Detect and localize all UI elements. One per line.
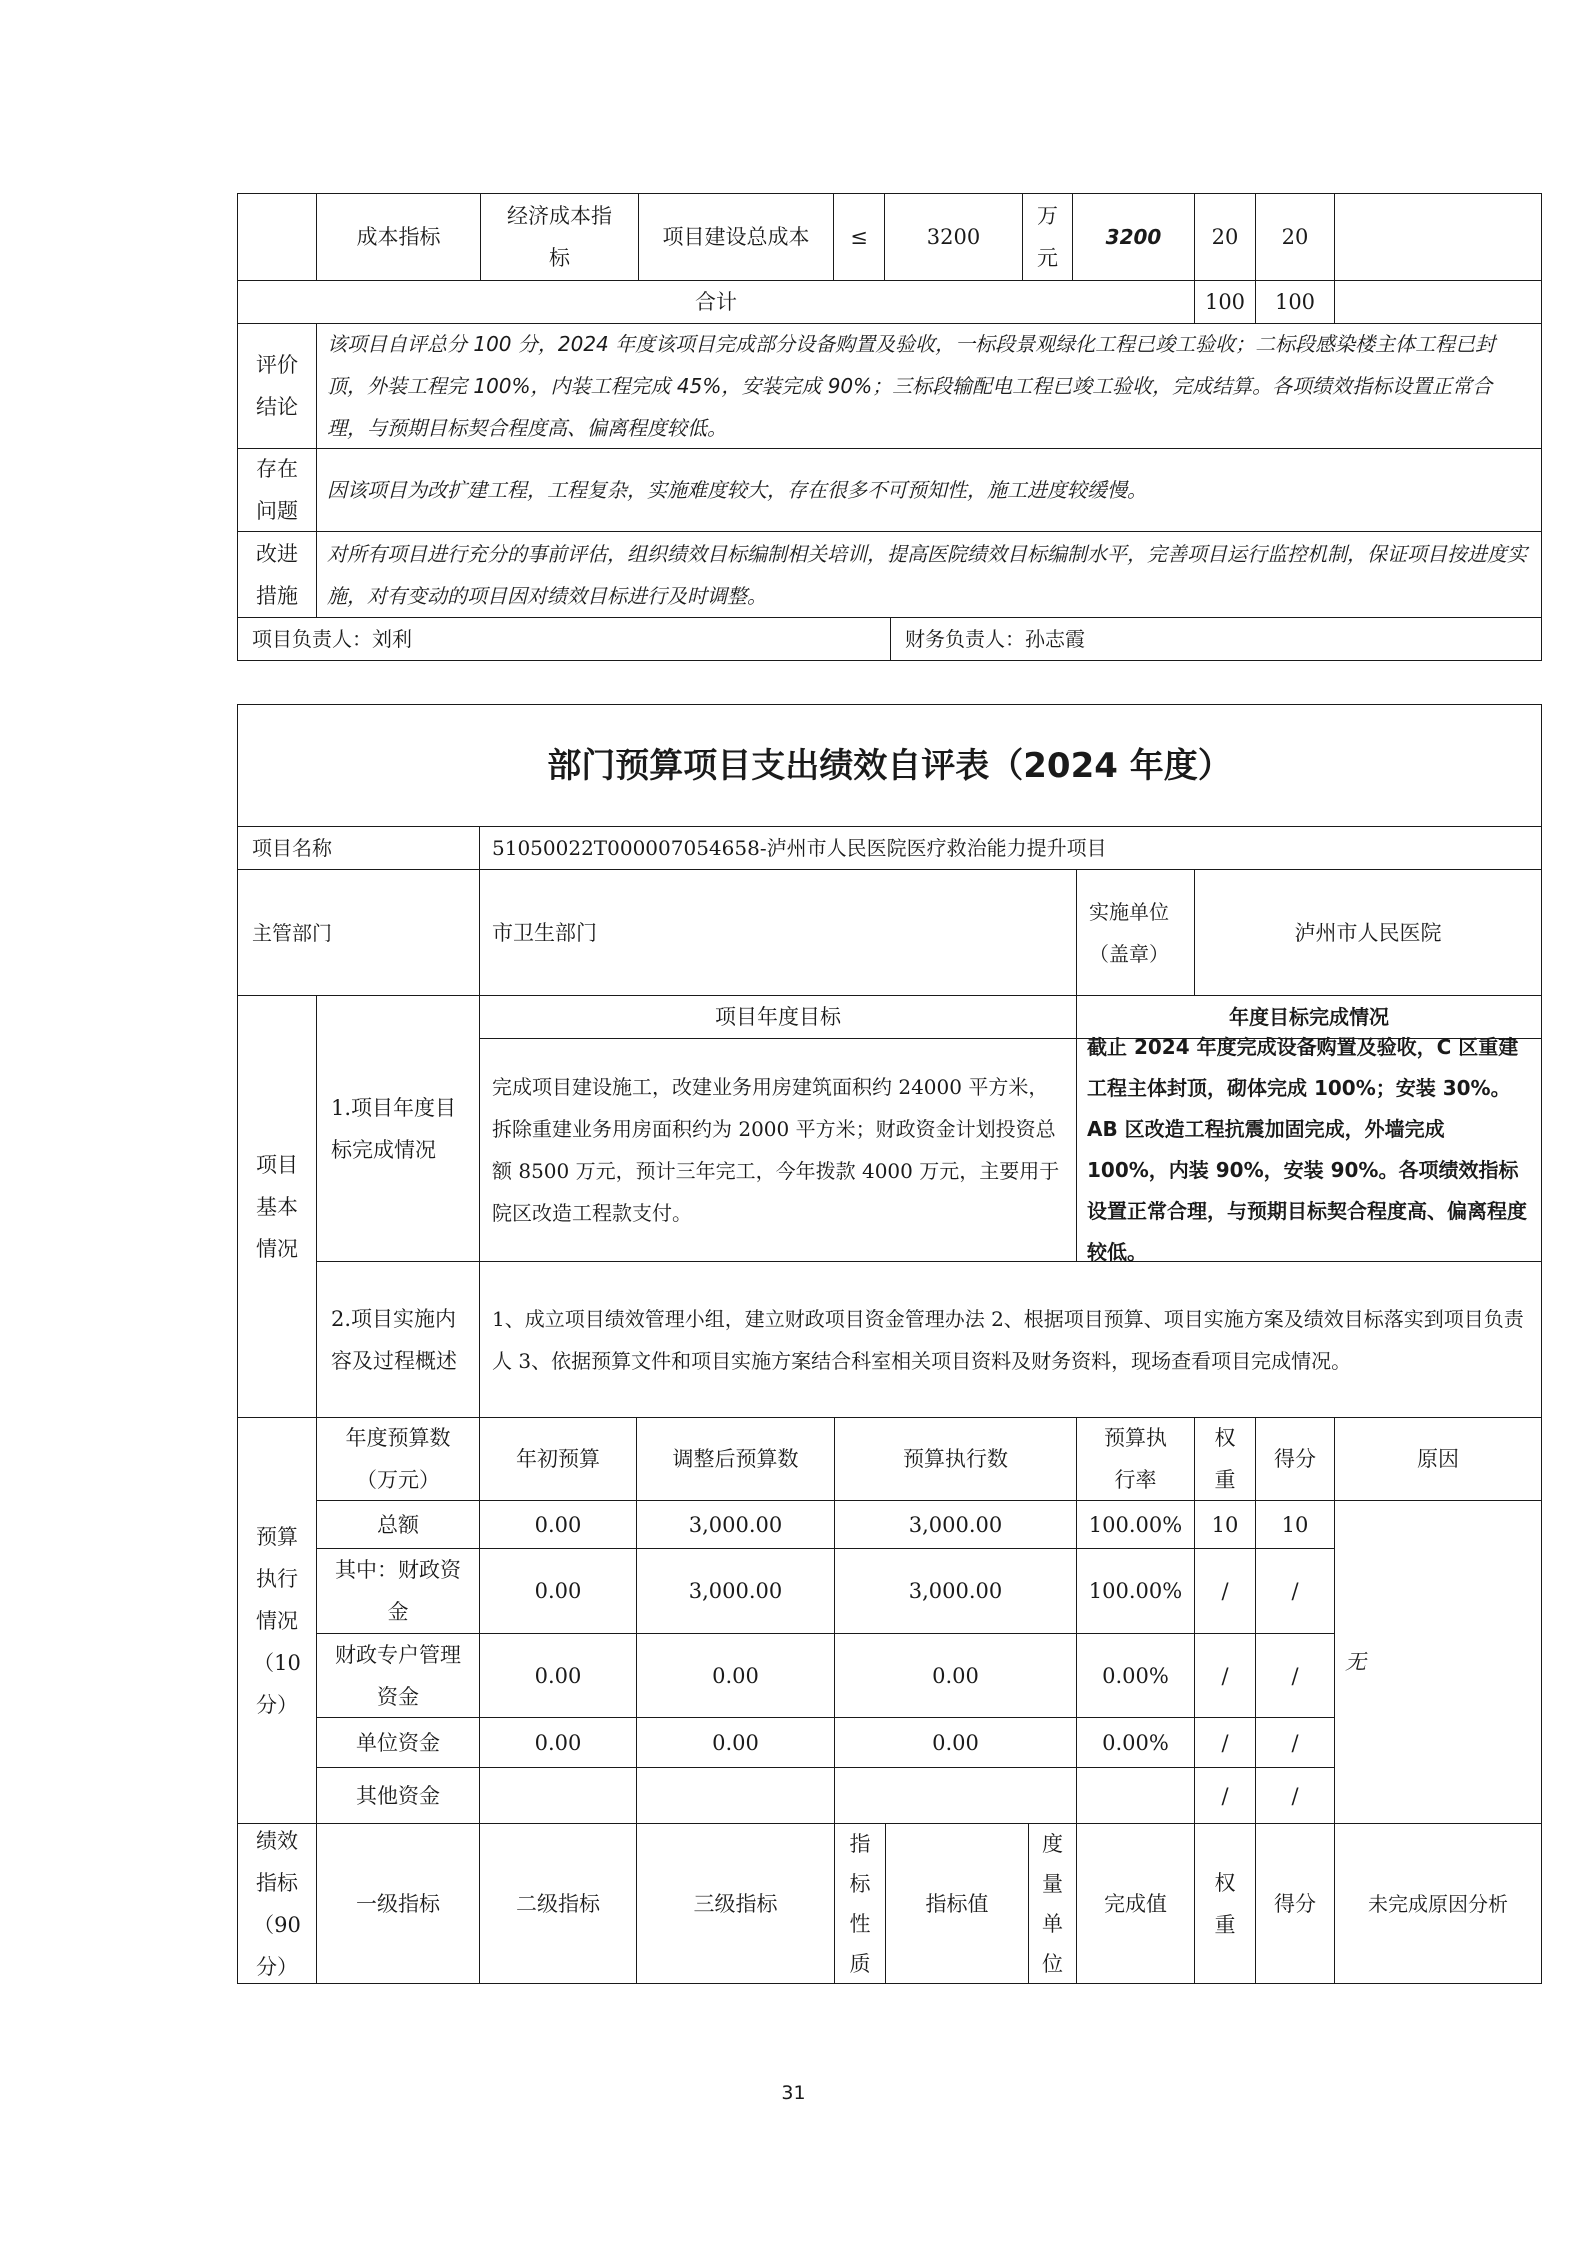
blank-cell (237, 193, 317, 281)
budget-row-executed: 3,000.00 (834, 1548, 1077, 1634)
budget-row-score: / (1255, 1767, 1335, 1824)
perf-header-4: 指标值 (885, 1823, 1029, 1984)
evaluation-text: 该项目自评总分 100 分，2024 年度该项目完成部分设备购置及验收，一标段景观绿化工程已竣工验收；二标段感染楼主体工程已封顶，外装工程完 100%，内装工程完成 45%，安装完成 90%；三标段输配电工程已竣工验收，完成结算。各项绩效指标设置正常合理，与预期目标契合程度高、偏离程度较低。 (316, 323, 1542, 449)
perf-header-0: 一级指标 (316, 1823, 480, 1984)
item2-text: 1、成立项目绩效管理小组，建立财政项目资金管理办法 2、根据项目预算、项目实施方案及绩效目标落实到项目负责人 3、依据预算文件和项目实施方案结合科室相关项目资料及财务资料，现场查看项目完成情况。 (479, 1261, 1542, 1418)
cost-reason (1334, 193, 1542, 281)
perf-header-3: 指标性质 (834, 1823, 886, 1984)
budget-row-adjusted: 3,000.00 (636, 1548, 835, 1634)
budget-row-rate: 0.00% (1076, 1633, 1195, 1718)
budget-row-executed: 3,000.00 (834, 1500, 1077, 1549)
page-number: 31 (781, 2082, 806, 2104)
budget-row-name: 其中：财政资金 (316, 1548, 480, 1634)
dept-label: 主管部门 (237, 869, 480, 996)
budget-row-name: 财政专户管理资金 (316, 1633, 480, 1718)
performance-label: 绩效指标（90分） (237, 1823, 317, 1984)
budget-row-score: / (1255, 1633, 1335, 1718)
budget-header-3: 预算执行数 (834, 1417, 1077, 1501)
total-label: 合计 (237, 280, 1195, 324)
budget-row-rate: 0.00% (1076, 1717, 1195, 1768)
budget-header-2: 调整后预算数 (636, 1417, 835, 1501)
cost-target: 3200 (884, 193, 1023, 281)
budget-row-weight: 10 (1194, 1500, 1256, 1549)
budget-row-initial: 0.00 (479, 1717, 637, 1768)
total-score: 100 (1255, 280, 1335, 324)
completion-header: 年度目标完成情况 (1076, 995, 1542, 1039)
item1-completion: 截止 2024 年度完成设备购置及验收，C 区重建工程主体封顶，砌体完成 100%；安装 30%。AB 区改造工程抗震加固完成，外墙完成 100%，内装 90%，安装 90%。各项绩效指标设置正常合理，与预期目标契合程度高、偏离程度较低。 (1076, 1038, 1542, 1262)
evaluation-label: 评价结论 (237, 323, 317, 449)
budget-row-weight: / (1194, 1548, 1256, 1634)
item2-label: 2.项目实施内容及过程概述 (316, 1261, 480, 1418)
cost-actual: 3200 (1072, 193, 1195, 281)
budget-header-5: 权重 (1194, 1417, 1256, 1501)
budget-row-executed: 0.00 (834, 1717, 1077, 1768)
perf-header-9: 未完成原因分析 (1334, 1823, 1542, 1984)
budget-row-adjusted: 3,000.00 (636, 1500, 835, 1549)
budget-row-name: 单位资金 (316, 1717, 480, 1768)
perf-header-6: 完成值 (1076, 1823, 1195, 1984)
finance-leader: 财务负责人：孙志霞 (890, 617, 1542, 661)
dept-value: 市卫生部门 (479, 869, 1077, 996)
cost-nature: ≤ (833, 193, 885, 281)
cost-weight: 20 (1194, 193, 1256, 281)
cost-level3: 项目建设总成本 (638, 193, 834, 281)
budget-row-rate: 100.00% (1076, 1500, 1195, 1549)
basic-label: 项目基本情况 (237, 995, 317, 1418)
perf-header-1: 二级指标 (479, 1823, 637, 1984)
perf-header-8: 得分 (1255, 1823, 1335, 1984)
total-weight: 100 (1194, 280, 1256, 324)
improvements-text: 对所有项目进行充分的事前评估，组织绩效目标编制相关培训，提高医院绩效目标编制水平，完善项目运行监控机制，保证项目按进度实施，对有变动的项目因对绩效目标进行及时调整。 (316, 531, 1542, 618)
project-leader: 项目负责人：刘利 (237, 617, 891, 661)
cost-level2: 经济成本指标 (480, 193, 639, 281)
budget-row-name: 总额 (316, 1500, 480, 1549)
project-name-label: 项目名称 (237, 826, 480, 870)
budget-row-initial: 0.00 (479, 1633, 637, 1718)
budget-row-name: 其他资金 (316, 1767, 480, 1824)
perf-header-2: 三级指标 (636, 1823, 835, 1984)
goal-header: 项目年度目标 (479, 995, 1077, 1039)
item1-goal: 完成项目建设施工，改建业务用房建筑面积约 24000 平方米，拆除重建业务用房面积约为 2000 平方米；财政资金计划投资总额 8500 万元，预计三年完工，今年拨款 4000 万元，主要用于院区改造工程款支付。 (479, 1038, 1077, 1262)
form-title: 部门预算项目支出绩效自评表（2024 年度） (237, 704, 1542, 827)
budget-row-rate (1076, 1767, 1195, 1824)
budget-row-weight: / (1194, 1633, 1256, 1718)
budget-row-adjusted (636, 1767, 835, 1824)
budget-row-initial (479, 1767, 637, 1824)
budget-header-6: 得分 (1255, 1417, 1335, 1501)
perf-header-7: 权重 (1194, 1823, 1256, 1984)
unit-label: 实施单位（盖章） (1076, 869, 1195, 996)
budget-row-initial: 0.00 (479, 1500, 637, 1549)
budget-reason: 无 (1334, 1500, 1542, 1824)
budget-row-weight: / (1194, 1717, 1256, 1768)
budget-row-score: / (1255, 1548, 1335, 1634)
budget-header-1: 年初预算 (479, 1417, 637, 1501)
improvements-label: 改进措施 (237, 531, 317, 618)
item1-label: 1.项目年度目标完成情况 (316, 995, 480, 1262)
budget-header-0: 年度预算数（万元） (316, 1417, 480, 1501)
cost-score: 20 (1255, 193, 1335, 281)
budget-header-4: 预算执行率 (1076, 1417, 1195, 1501)
budget-header-7: 原因 (1334, 1417, 1542, 1501)
unit-value: 泸州市人民医院 (1194, 869, 1542, 996)
problems-label: 存在问题 (237, 448, 317, 532)
budget-row-score: / (1255, 1717, 1335, 1768)
budget-row-initial: 0.00 (479, 1548, 637, 1634)
perf-header-5: 度量单位 (1028, 1823, 1077, 1984)
budget-row-executed: 0.00 (834, 1633, 1077, 1718)
total-reason (1334, 280, 1542, 324)
problems-text: 因该项目为改扩建工程，工程复杂，实施难度较大，存在很多不可预知性，施工进度较缓慢。 (316, 448, 1542, 532)
cost-level1: 成本指标 (316, 193, 481, 281)
budget-row-rate: 100.00% (1076, 1548, 1195, 1634)
cost-unit: 万元 (1022, 193, 1073, 281)
budget-row-adjusted: 0.00 (636, 1717, 835, 1768)
budget-row-score: 10 (1255, 1500, 1335, 1549)
project-name: 51050022T000007054658-泸州市人民医院医疗救治能力提升项目 (479, 826, 1542, 870)
budget-row-executed (834, 1767, 1077, 1824)
budget-row-adjusted: 0.00 (636, 1633, 835, 1718)
budget-row-weight: / (1194, 1767, 1256, 1824)
budget-label: 预算执行情况（10分） (237, 1417, 317, 1824)
